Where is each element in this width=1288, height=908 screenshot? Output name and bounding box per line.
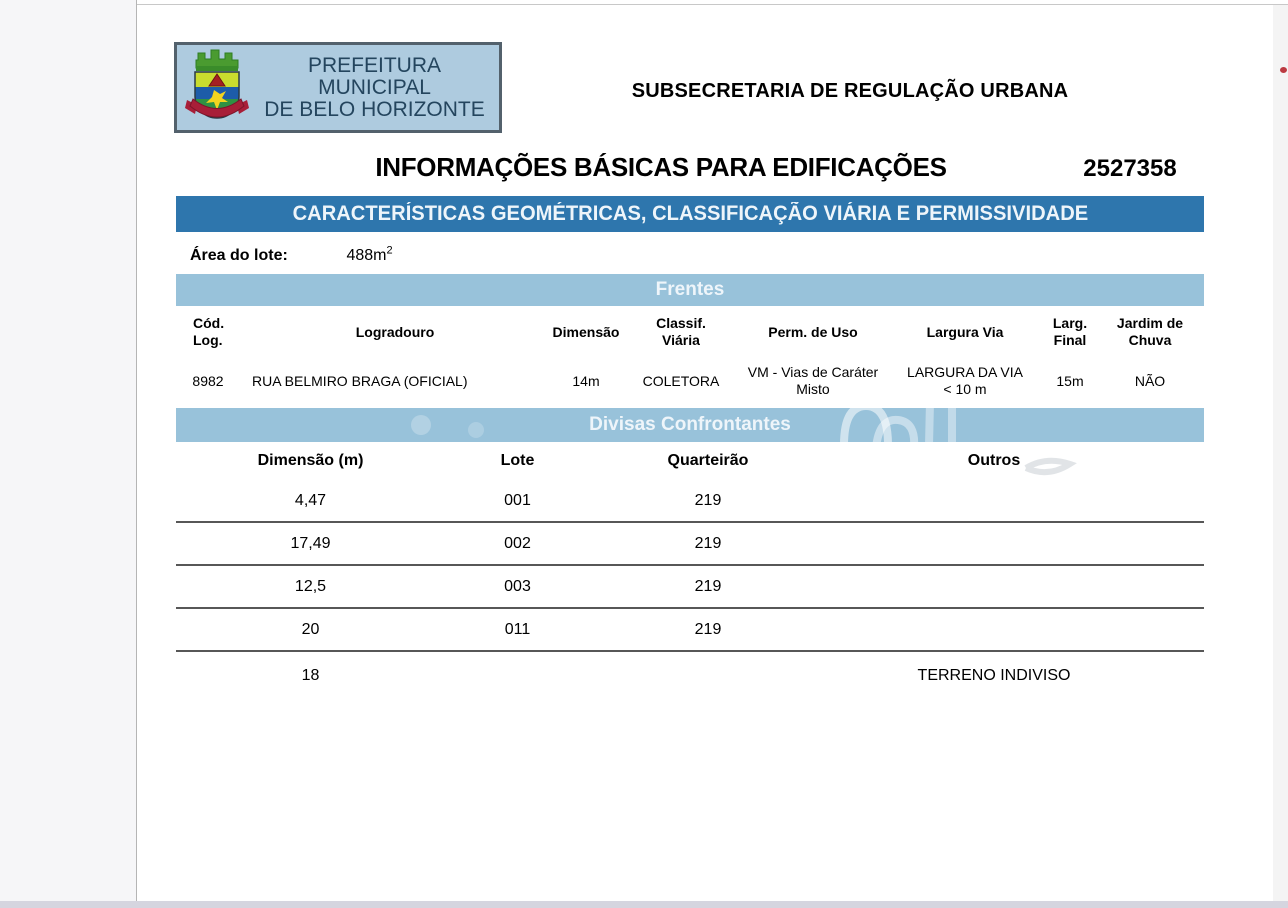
coat-of-arms-icon (184, 44, 250, 131)
frentes-header-larg-final: Larg. Final (1052, 315, 1088, 348)
frentes-header-classif-viaria: Classif. Viária (656, 315, 706, 348)
frentes-band (176, 274, 1204, 306)
divisas-table (176, 442, 1204, 700)
frentes-header-dimensao: Dimensão (552, 323, 620, 340)
frentes-header-jardim-chuva: Jardim de Chuva (1116, 315, 1184, 348)
frentes-header-logradouro: Logradouro (355, 323, 435, 340)
divisas-header-dimensao: Dimensão (m) (257, 452, 364, 469)
frentes-cell-cod-log: 8982 (192, 372, 224, 389)
left-gutter (0, 0, 137, 908)
horizontal-scrollbar[interactable] (0, 901, 1288, 908)
frentes-band-label: Frentes (655, 279, 725, 300)
department-title: SUBSECRETARIA DE REGULAÇÃO URBANA (631, 80, 1069, 102)
lot-area-value: $488m^2$ (346, 245, 393, 265)
lot-area-label: Área do lote: (190, 247, 288, 265)
lot-area-row (190, 245, 393, 265)
frentes-cell-largura-via: LARGURA DA VIA < 10 m (907, 364, 1023, 397)
frentes-cell-perm-uso: VM - Vias de Caráter Misto (747, 364, 879, 397)
section-band-caracteristicas (176, 196, 1204, 232)
document-title: INFORMAÇÕES BÁSICAS PARA EDIFICAÇÕES (375, 152, 947, 182)
divisas-row: 17,49 002 219 (176, 523, 1204, 566)
frentes-header-largura-via: Largura Via (926, 323, 1004, 340)
frentes-header-cod-log: Cód. Log. (193, 315, 225, 348)
divisas-band-label: Divisas Confrontantes (589, 414, 791, 435)
divisas-header-row (176, 442, 1204, 480)
frentes-cell-logradouro: RUA BELMIRO BRAGA (OFICIAL) (252, 372, 468, 389)
page-top-border (137, 4, 1288, 5)
frentes-header-perm-uso: Perm. de Uso (768, 323, 858, 340)
logo-text (250, 55, 499, 121)
logo-line2: DE BELO HORIZONTE (264, 97, 485, 121)
divisas-header-lote: Lote (500, 452, 535, 469)
section-band-label: CARACTERÍSTICAS GEOMÉTRICAS, CLASSIFICAÇÃO VIÁRIA E PERMISSIVIDADE (292, 202, 1088, 225)
divisas-row: 4,47 001 219 (176, 480, 1204, 523)
divisas-header-quarteirao: Quarteirão (667, 452, 749, 469)
red-dot-icon (1280, 67, 1287, 73)
frentes-cell-jardim-chuva: NÃO (1134, 372, 1166, 389)
divisas-row: 12,5 003 219 (176, 566, 1204, 609)
divisas-band (176, 408, 1204, 442)
frentes-table (176, 306, 1204, 404)
divisas-row: 20 011 219 (176, 609, 1204, 652)
frentes-cell-dimensao: 14m (572, 372, 600, 389)
document-number: 2527358 (1083, 155, 1177, 182)
divisas-header-outros: Outros (967, 452, 1021, 469)
frentes-cell-larg-final: 15m (1056, 372, 1084, 389)
right-gutter (1273, 5, 1288, 901)
frentes-cell-classif-viaria: COLETORA (642, 372, 720, 389)
logo-line1: PREFEITURA MUNICIPAL (307, 53, 441, 99)
pbh-logo (174, 42, 502, 133)
divisas-row: 18 TERRENO INDIVISO (301, 667, 1071, 684)
